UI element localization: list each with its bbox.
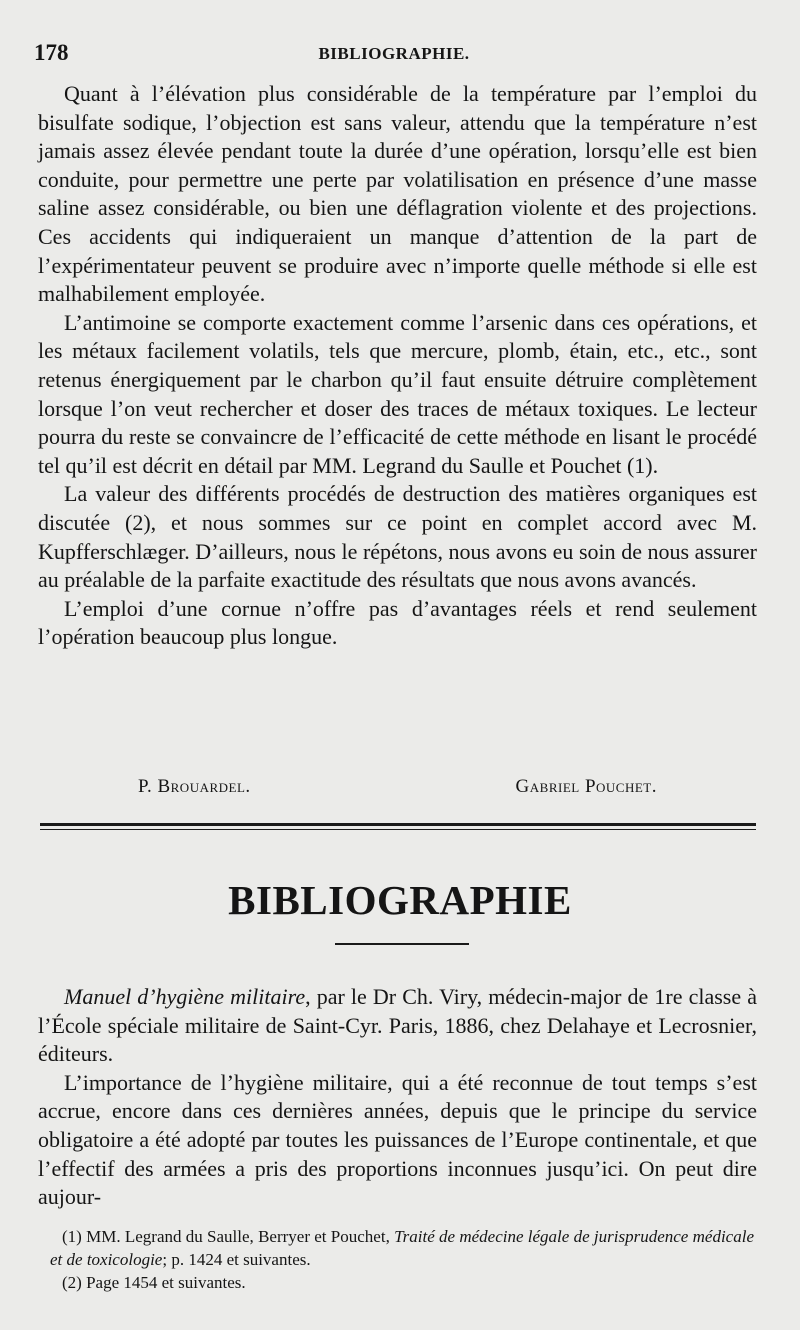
- title-underline: [335, 943, 469, 945]
- page-header: [34, 40, 754, 66]
- article-paragraph: L’emploi d’une cornue n’offre pas d’avantages réels et rend seulement l’opération beaucoup plus longue.: [38, 595, 757, 650]
- section-divider-thick: [40, 823, 756, 826]
- article-paragraph: L’antimoine se comporte exactement comme l’arsenic dans ces opérations, et les métaux facilement volatils, tels que mercure, plomb, étain, etc., etc., sont retenus énergiquement par le charbon qu’il faut ensuite détruire complètement lorsque l’on veut rechercher et doser des traces de métaux toxiques. Le lecteur pourra du reste se convaincre de l’efficacité de cette méthode en lisant le procédé tel qu’il est décrit en détail par MM. Legrand du Saulle et Pouchet (1).: [38, 309, 757, 478]
- article-paragraph: La valeur des différents procédés de destruction des matières organiques est discutée (2), et nous sommes sur ce point en complet accord avec M. Kupfferschlæger. D’ailleurs, nous le répétons, nous avons eu soin de nous assurer au préalable de la parfaite exactitude des résultats que nous avons avancés.: [38, 481, 757, 593]
- section-title: BIBLIOGRAPHIE: [228, 877, 572, 923]
- review-paragraph: L’importance de l’hygiène militaire, qui a été reconnue de tout temps s’est accrue, encore dans ces dernières années, depuis que le principe du service obligatoire a été adopté par toutes les puissances de l’Europe continentale, et que l’effectif des armées a pris des proportions inconnues jusqu’ici. On peut dire aujour-: [38, 1069, 757, 1210]
- footnote-1-tail: ; p. 1424 et suivantes.: [162, 1249, 311, 1269]
- review-book-title: Manuel d’hygiène militaire: [64, 984, 306, 1009]
- footnote-1-title: Traité de médecine légale de jurisprudence médicale et de toxicologie: [50, 1227, 754, 1269]
- review-book-details: , par le Dr Ch. Viry, médecin-major de 1re classe à l’École spéciale militaire de Saint-Cyr. Paris, 1886, chez Delahaye et Lecrosnier, éditeurs.: [38, 984, 757, 1067]
- running-head: BIBLIOGRAPHIE.: [318, 44, 470, 63]
- footnote-2: (2) Page 1454 et suivantes.: [62, 1272, 246, 1292]
- review-body: [38, 983, 757, 1212]
- page-number: 178: [34, 40, 69, 65]
- footnotes: [50, 1226, 754, 1294]
- section-divider-thin: [40, 829, 756, 830]
- article-body: [38, 80, 757, 652]
- signature-brouardel: P. Brouardel.: [138, 776, 251, 797]
- footnote-1-lead: (1) MM. Legrand du Saulle, Berryer et Pouchet,: [62, 1227, 395, 1246]
- review-reference: [38, 983, 757, 1069]
- footnote-1: [50, 1226, 754, 1272]
- signature-line: [38, 776, 757, 802]
- article-paragraph: Quant à l’élévation plus considérable de la température par l’emploi du bisulfate sodique, l’objection est sans valeur, attendu que la température n’est jamais assez élevée pendant toute la durée d’une opération, lorsqu’elle est bien conduite, pour permettre une perte par volatilisation en présence d’une masse saline assez considérable, ou bien une déflagration violente et des projections. Ces accidents qui indiqueraient un manque d’attention de la part de l’expérimentateur peuvent se produire avec n’importe quelle méthode si elle est malhabilement employée.: [38, 81, 757, 307]
- signature-pouchet: Gabriel Pouchet.: [515, 776, 657, 797]
